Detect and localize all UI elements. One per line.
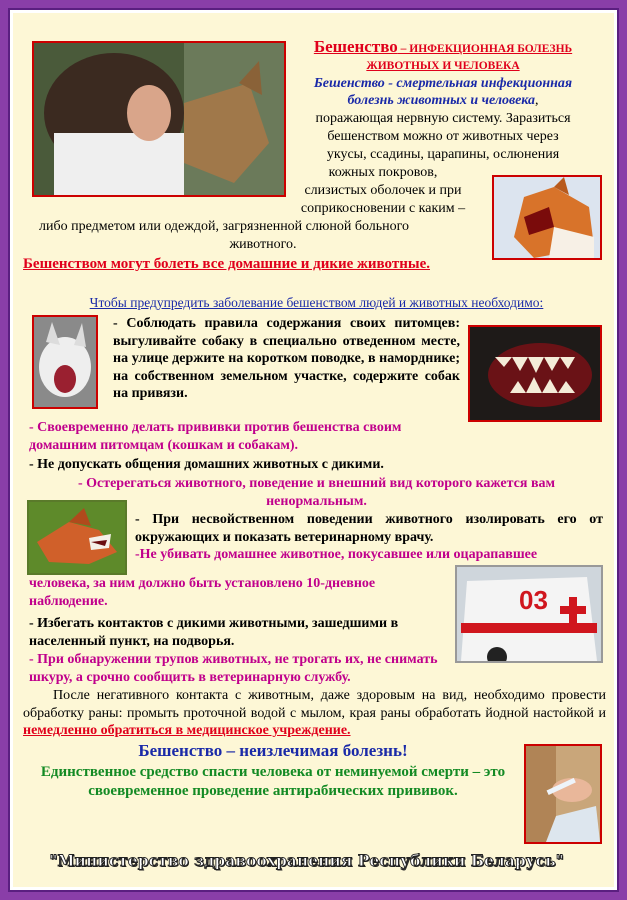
title-main: Бешенство	[313, 37, 398, 56]
intro-line-5: слизистых оболочек и при	[304, 183, 462, 198]
page-title	[293, 39, 593, 74]
subtitle: Бешенство - смертельная инфекционная болезнь животных и человека,	[313, 76, 573, 108]
incurable-heading: Бешенство – неизлечимая болезнь!	[138, 741, 408, 760]
intro-line-8: животного.	[229, 237, 297, 252]
intro-line-4: кожных покровов,	[328, 165, 438, 180]
after-contact-urgent: немедленно обратиться в медицинское учреждение.	[23, 723, 351, 738]
rule-no-contact: - Не допускать общения домашних животных с дикими.	[29, 457, 384, 472]
rule-isolate: - При несвойственном поведении животного изолировать его от окружающих и показать ветеринарному врачу.	[135, 512, 603, 545]
photo-fox	[492, 175, 602, 260]
rule-beware: - Остерегаться животного, поведение и внешний вид которого кажется вам ненормальным.	[77, 476, 556, 509]
photo-dog-teeth	[468, 325, 602, 422]
ambulance-number: 03	[519, 585, 548, 615]
statement: Бешенством могут болеть все домашние и дикие животные.	[23, 256, 430, 272]
intro-line-3: укусы, ссадины, царапины, ослюнения	[326, 147, 560, 162]
rule-dont-kill-b: человека, за ним должно быть установлено 10-дневное наблюдение.	[29, 576, 376, 609]
title-rest: – ИНФЕКЦИОННАЯ БОЛЕЗНЬ ЖИВОТНЫХ И ЧЕЛОВЕКА	[366, 43, 573, 72]
photo-fox-fight	[27, 500, 127, 575]
intro-line-2: бешенством можно от животных через	[327, 129, 559, 144]
intro-line-1: поражающая нервную систему. Заразиться	[315, 111, 571, 126]
only-means: Единственное средство спасти человека от неминуемой смерти – это своевременное проведение антирабических прививок.	[40, 764, 506, 799]
rule-dont-kill-a: -Не убивать домашнее животное, покусавшее или оцарапавшее	[135, 547, 538, 562]
photo-injection	[524, 744, 602, 844]
rule-vaccination: - Своевременно делать прививки против бешенства своим домашним питомцам (кошкам и собакам).	[29, 420, 402, 453]
after-contact-text: После негативного контакта с животным, даже здоровым на вид, необходимо провести обработку раны: промыть проточной водой с мылом, края раны обработать йодной настойкой и	[23, 688, 606, 721]
photo-ambulance	[455, 565, 603, 663]
photo-person-dog	[32, 41, 286, 197]
rule-avoid-wild: - Избегать контактов с дикими животными, зашедшими в населенный пункт, на подворья.	[29, 616, 399, 649]
rule-carcasses: - При обнаружении трупов животных, не трогать их, не снимать шкуру, а срочно сообщить в ветеринарную службу.	[29, 652, 438, 685]
photo-cat	[32, 315, 98, 409]
intro-line-6: соприкосновении с каким –	[300, 201, 466, 216]
prevention-intro: Чтобы предупредить заболевание бешенством людей и животных необходимо:	[89, 295, 544, 310]
rule-keeping: - Соблюдать правила содержания своих питомцев: выгуливайте собаку в специально отведенном месте, на улице держите на коротком поводке, в наморднике; на собственном земельном участке, содержите собак на привязи.	[113, 316, 460, 401]
subtitle-text: Бешенство - смертельная инфекционная болезнь животных и человека	[313, 76, 573, 108]
footer-ministry: "Министерство здравоохранения Республики Беларусь"	[49, 851, 564, 870]
after-contact	[23, 687, 606, 740]
intro-line-7: либо предметом или одеждой, загрязненной слюной больного	[39, 219, 410, 234]
poster-paper	[10, 10, 617, 890]
